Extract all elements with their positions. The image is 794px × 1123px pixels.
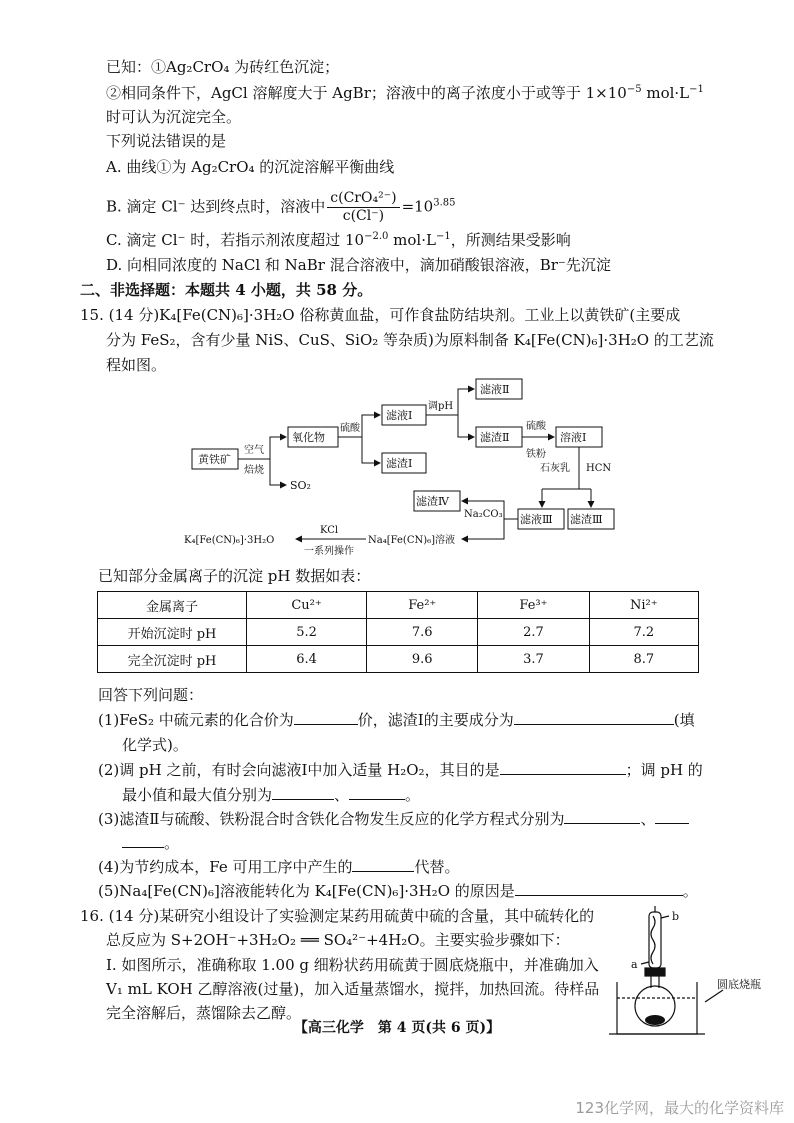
label-b: b [672,910,680,923]
table-row [98,619,699,646]
answer-blank[interactable] [514,710,674,725]
answer-blank[interactable] [655,809,689,824]
q15-part-1: (1)FeS₂ 中硫元素的化合价为 价，滤渣Ⅰ的主要成分为 (填 [98,711,695,729]
table-cell: 开始沉淀时 pH [98,619,247,646]
flow-residue1: 滤渣Ⅰ [386,457,413,470]
answer-blank[interactable] [294,710,358,725]
port-b [661,916,669,918]
section-heading: 二、非选择题：本题共 4 小题，共 58 分。 [80,281,373,299]
table-header-cell: Ni²⁺ [589,592,698,619]
known-line-2: ②相同条件下，AgCl 溶解度大于 AgBr；溶液中的离子浓度小于或等于 $1\times 10^{-5}$ $mol\cdot L^{-1}$ [106,84,704,102]
q14-option-c: C. 滴定 Cl⁻ 时，若指示剂浓度超过 $10^{-2.0}$ $mol\cdot L^{-1}$，所测结果受影响 [106,231,571,249]
answer-blank[interactable] [564,809,640,824]
option-b-fraction: $\frac{\text{c(CrO₄²⁻)}}{c(Cl^-)}$ [327,190,399,225]
q16-line-3: Ⅰ. 如图所示，准确称取 1.00 g 细粉状药用硫黄于圆底烧瓶中，并准确加入 [106,956,599,974]
flow-pyrite: 黄铁矿 [198,453,231,466]
table-header-cell: Fe³⁺ [478,592,589,619]
process-flowchart [170,377,630,557]
flow-kcl: KCl [320,525,339,536]
answer-intro: 回答下列问题： [98,686,204,704]
answer-blank[interactable] [500,760,626,775]
flow-roast: 焙烧 [244,465,264,476]
table-cell: 9.6 [367,646,478,673]
q15-part-1-cont: 化学式)。 [122,736,188,754]
table-header-cell: Fe²⁺ [367,592,478,619]
watermark: 123化学网，最大的化学资料库 [575,1099,784,1117]
q15-part-3-cont: 。 [122,833,179,853]
table-cell: 8.7 [589,646,698,673]
table-cell: 完全沉淀时 pH [98,646,247,673]
table-cell: 5.2 [247,619,367,646]
answer-blank[interactable] [122,833,164,848]
q15-part-2: (2)调 pH 之前，有时会向滤液Ⅰ中加入适量 H₂O₂，其目的是 ；调 pH 的 [98,761,703,779]
flow-na4-solution: Na₄[Fe(CN)₆]溶液 [368,535,456,546]
q15-part-4: (4)为节约成本，Fe 可用工序中产生的 代替。 [98,858,460,876]
table-header-cell: Cu²⁺ [247,592,367,619]
answer-blank[interactable] [272,785,334,800]
flow-hcn: HCN [586,463,612,474]
flow-solution1: 溶液Ⅰ [560,431,587,444]
q14-stem: 下列说法错误的是 [106,132,227,150]
flow-product: K₄[Fe(CN)₆]·3H₂O [184,535,275,546]
flow-so2: SO₂ [290,479,311,492]
flow-oxide: 氧化物 [292,431,325,444]
flow-na2co3: Na₂CO₃ [464,509,503,520]
flask-label: 圆底烧瓶 [717,978,761,991]
ph-table [97,591,699,673]
q15-part-2-cont: 最小值和最大值分别为 、 。 [122,786,421,804]
flow-ops: 一系列操作 [304,546,354,557]
answer-blank[interactable] [515,881,683,896]
flow-residue2: 滤渣Ⅱ [480,431,510,444]
table-cell: 2.7 [478,619,589,646]
condenser-coil [651,916,655,964]
q15-line-3: 程如图。 [106,356,167,374]
q16-line-1: 16. (14 分)某研究小组设计了实验测定某药用硫黄中硫的含量，其中硫转化的 [80,907,595,925]
table-cell: 3.7 [478,646,589,673]
q15-part-5: (5)Na₄[Fe(CN)₆]溶液能转化为 K₄[Fe(CN)₆]·3H₂O 的原因是 。 [98,882,698,900]
flow-residue3: 滤渣Ⅲ [570,513,603,526]
q14-option-d: D. 向相同浓度的 NaCl 和 NaBr 混合溶液中，滴加硝酸银溶液，Br⁻先沉淀 [106,256,611,274]
q14-option-b: B. 滴定 Cl⁻ 达到终点时，溶液中 $\frac{\text{c(CrO₄²⁻)}}{c(Cl^-)}$ $=10^{3.85}$ [106,190,456,224]
label-a: a [631,958,638,971]
q15-part-3: (3)滤渣Ⅱ与硫酸、铁粉混合时含铁化合物发生反应的化学方程式分别为 、 [98,809,689,829]
q15-line-2: 分为 FeS₂，含有少量 NiS、CuS、SiO₂ 等杂质)为原料制备 K₄[Fe(CN)₆]·3H₂O 的工艺流 [106,331,714,349]
flow-h2so4: 硫酸 [340,423,360,434]
q16-line-5: 完全溶解后，蒸馏除去乙醇。 [106,1004,302,1022]
table-intro: 已知部分金属离子的沉淀 pH 数据如表： [98,567,371,585]
answer-blank[interactable] [352,857,414,872]
known-line-3: 时可认为沉淀完全。 [106,108,242,126]
table-header-row [98,592,699,619]
answer-blank[interactable] [349,785,405,800]
flow-lime: 石灰乳 [540,463,570,474]
flow-h2so4-fe-2: 铁粉 [526,449,546,460]
table-header-cell: 金属离子 [98,592,247,619]
flow-adjust-ph: 调pH [428,401,454,412]
table-cell: 7.2 [589,619,698,646]
page-footer: 【高三化学 第 4 页(共 6 页)】 [293,1020,501,1036]
q15-line-1: 15. (14 分)K₄[Fe(CN)₆]·3H₂O 俗称黄血盐，可作食盐防结块剂。工业上以黄铁矿(主要成 [80,306,681,324]
known-line-1: 已知：①Ag₂CrO₄ 为砖红色沉淀； [106,58,340,76]
q14-option-a: A. 曲线①为 Ag₂CrO₄ 的沉淀溶解平衡曲线 [106,158,395,176]
flow-filtrate2: 滤液Ⅱ [480,383,510,396]
q16-line-2: 总反应为 S+2OH⁻+3H₂O₂ ══ SO₄²⁻+4H₂O。主要实验步骤如下： [106,931,570,949]
stopper [645,968,665,976]
leader-line [705,990,723,1002]
table-row [98,646,699,673]
q16-line-4: V₁ mL KOH 乙醇溶液(过量)，加入适量蒸馏水，搅拌，加热回流。待样品 [106,980,600,998]
flow-filtrate3: 滤液Ⅲ [520,513,553,526]
flow-h2so4-fe-1: 硫酸 [526,421,546,432]
flow-residue4: 滤渣Ⅳ [416,495,449,508]
flow-air: 空气 [244,445,264,456]
table-cell: 7.6 [367,619,478,646]
port-a [641,962,649,964]
table-cell: 6.4 [247,646,367,673]
flow-filtrate1: 滤液Ⅰ [386,409,413,422]
